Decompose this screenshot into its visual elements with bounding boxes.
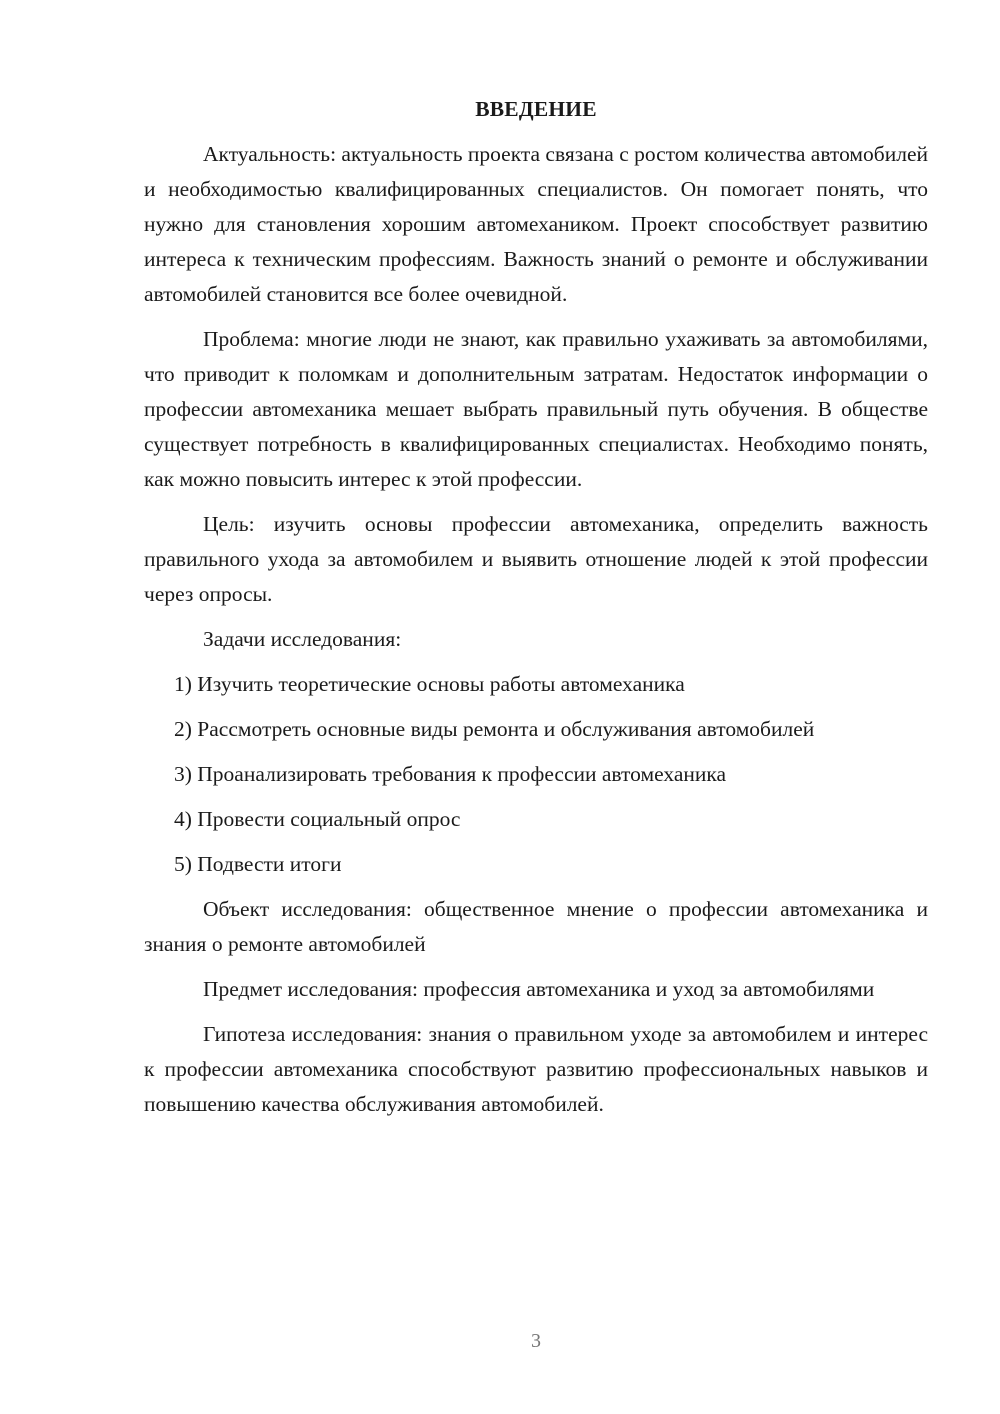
tasks-heading: Задачи исследования: [203,627,402,651]
document-page [144,92,928,1132]
paragraph-problem: Проблема: многие люди не знают, как правильно ухаживать за автомобилями, что приводит к поломкам и дополнительным затратам. Недостаток информации о профессии автомеханика мешает выбрать правильный путь обучения. В обществе существует потребность в квалифицированных специалистах. Необходимо понять, как можно повысить интерес к этой профессии. [144,327,928,491]
page-number: 3 [531,1330,541,1352]
task-item-5: 5) Подвести итоги [174,852,342,876]
paragraph-subject: Предмет исследования: профессия автомеханика и уход за автомобилями [203,977,875,1001]
task-item-1: 1) Изучить теоретические основы работы автомеханика [174,672,685,696]
paragraph-goal: Цель: изучить основы профессии автомеханика, определить важность правильного ухода за автомобилем и выявить отношение людей к этой профессии через опросы. [144,512,928,606]
paragraph-hypothesis: Гипотеза исследования: знания о правильном уходе за автомобилем и интерес к профессии автомеханика способствуют развитию профессиональных навыков и повышению качества обслуживания автомобилей. [144,1022,928,1116]
task-item-2: 2) Рассмотреть основные виды ремонта и обслуживания автомобилей [174,717,815,741]
task-item-3: 3) Проанализировать требования к профессии автомеханика [174,762,727,786]
task-item-4: 4) Провести социальный опрос [174,807,461,831]
page-title: ВВЕДЕНИЕ [475,97,597,121]
paragraph-relevance: Актуальность: актуальность проекта связана с ростом количества автомобилей и необходимостью квалифицированных специалистов. Он помогает понять, что нужно для становления хорошим автомехаником. Проект способствует развитию интереса к техническим профессиям. Важность знаний о ремонте и обслуживании автомобилей становится все более очевидной. [144,142,928,306]
paragraph-object: Объект исследования: общественное мнение о профессии автомеханика и знания о ремонте автомобилей [144,897,928,956]
tasks-list [144,667,928,882]
